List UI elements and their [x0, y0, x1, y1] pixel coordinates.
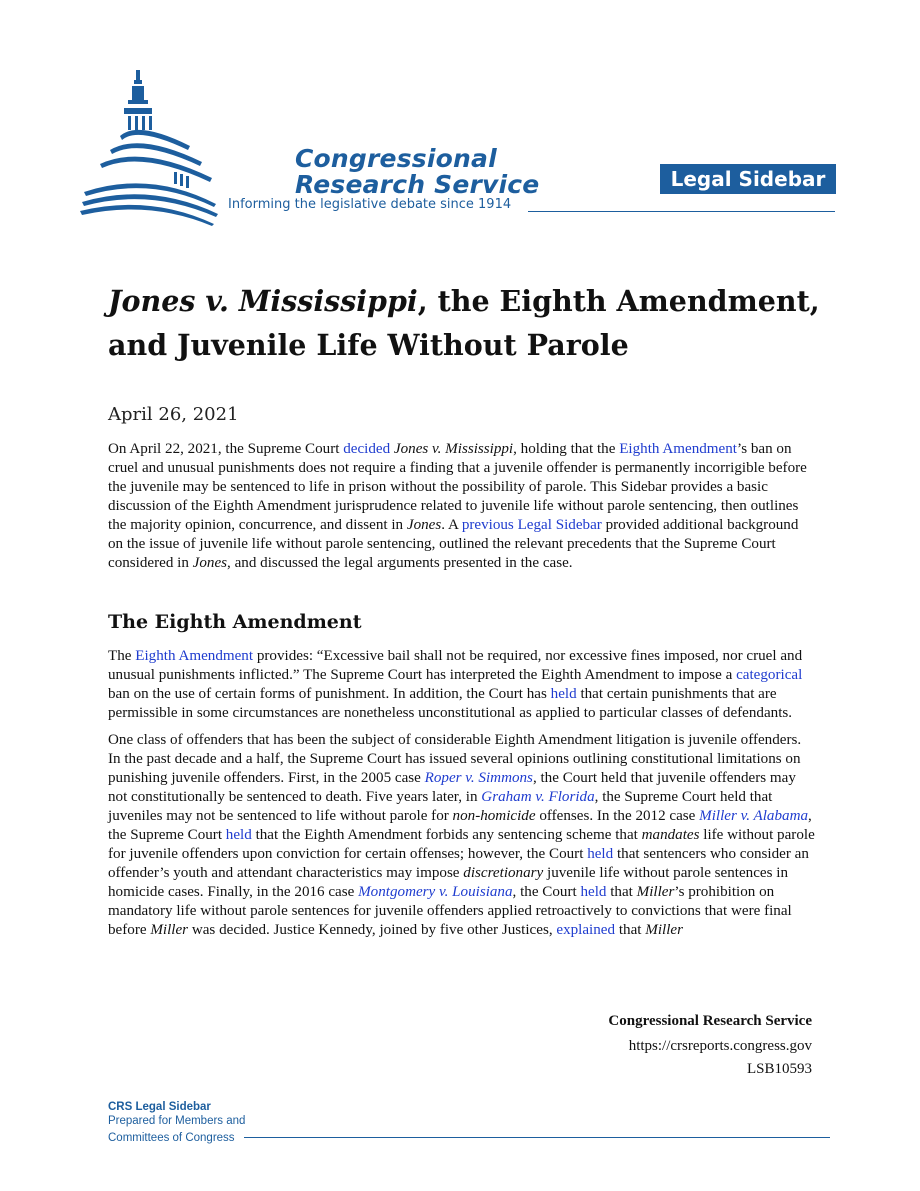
title-case-name: Jones v. Mississippi — [108, 284, 418, 318]
org-name-line1: Congressional — [295, 144, 497, 173]
title-rest-line1: , the Eighth Amendment, — [417, 284, 820, 318]
para-emphasis: Miller — [150, 922, 189, 938]
para-text: , the Supreme Court held that juveniles may not be sentenced to life without parole for — [108, 789, 773, 824]
para-text: that certain punishments that are permissible in some circumstances are nonetheless unconstitutional as applied to particular classes of defendants. — [108, 686, 793, 721]
previous-legal-sidebar-link[interactable]: previous Legal Sidebar — [461, 517, 602, 533]
roper-v-simmons-link[interactable]: Roper v. Simmons — [424, 770, 533, 786]
tagline-rule — [528, 211, 835, 212]
intro-text: provided additional background on the issue of juvenile life without parole sentencing, outlined the relevant precedents that the Supreme Court considered in — [108, 517, 799, 571]
para-text: , the Supreme Court — [108, 808, 812, 843]
intro-text: . A — [441, 517, 462, 533]
decided-link[interactable]: decided — [343, 441, 391, 457]
held-link[interactable]: held — [587, 846, 614, 862]
intro-case-name: Jones — [192, 555, 228, 571]
footer-series: CRS Legal Sidebar — [108, 1101, 211, 1113]
page-title — [108, 279, 828, 367]
categorical-link[interactable]: categorical — [736, 667, 803, 683]
miller-v-alabama-link[interactable]: Miller v. Alabama — [699, 808, 809, 824]
publication-date: April 26, 2021 — [108, 404, 239, 425]
intro-section — [108, 440, 816, 581]
capitol-dome-icon — [80, 66, 220, 226]
explained-link[interactable]: explained — [556, 922, 616, 938]
intro-paragraph — [108, 440, 816, 573]
intro-text: On April 22, 2021, the Supreme Court — [108, 441, 344, 457]
para-text: , the Court — [512, 884, 581, 900]
footer-report-id: LSB10593 — [746, 1061, 812, 1077]
org-tagline: Informing the legislative debate since 1914 — [228, 197, 512, 212]
held-link[interactable]: held — [550, 686, 577, 702]
para-text: One class of offenders that has been the subject of considerable Eighth Amendment litigation is juvenile offenders. In the past decade and a half, the Supreme Court has issued several opinions outlining constitutional limitations on punishing juvenile offenders. First, in the 2005 case — [108, 732, 802, 786]
para-text: juvenile life without parole sentences in homicide cases. Finally, in the 2016 case — [108, 865, 789, 900]
graham-v-florida-link[interactable]: Graham v. Florida — [481, 789, 595, 805]
footer-committees: Committees of Congress — [108, 1132, 235, 1144]
para-text: that — [615, 922, 646, 938]
section-body — [108, 647, 816, 948]
para-text: was decided. Justice Kennedy, joined by five other Justices, — [188, 922, 557, 938]
para-text: ban on the use of certain forms of punishment. In addition, the Court has — [108, 686, 551, 702]
para-text: ’s prohibition on mandatory life without parole sentences for juvenile offenders applied retroactively to convictions that were final before — [108, 884, 792, 938]
para-text: , the Court held that juvenile offenders may not constitutionally be sentenced to death. Five years later, in — [108, 770, 796, 805]
eighth-amendment-link[interactable]: Eighth Amendment — [135, 648, 254, 664]
footer-rule — [244, 1137, 830, 1138]
intro-text: ’s ban on cruel and unusual punishments does not require a finding that a juvenile offender is permanently incorrigible before the juvenile may be sentenced to life in prison without the possibility of parole. This Sidebar provides a basic discussion of the Eighth Amendment jurisprudence related to juvenile life without parole sentencing, then outlines the majority opinion, concurrence, and dissent in — [108, 441, 807, 533]
eighth-amendment-link[interactable]: Eighth Amendment — [619, 441, 737, 457]
held-link[interactable]: held — [225, 827, 252, 843]
para-text: provides: “Excessive bail shall not be required, nor excessive fines imposed, nor cruel and unusual punishments inflicted.” The Supreme Court has interpreted the Eighth Amendment to impose a — [108, 648, 803, 683]
title-line2: and Juvenile Life Without Parole — [108, 328, 629, 362]
para-text: life without parole for juvenile offenders upon conviction for certain offenses; however, the Court — [108, 827, 815, 862]
intro-text: , and discussed the legal arguments presented in the case. — [227, 555, 573, 571]
legal-sidebar-badge: Legal Sidebar — [660, 164, 836, 194]
montgomery-v-louisiana-link[interactable]: Montgomery v. Louisiana — [358, 884, 513, 900]
para-emphasis: Miller — [645, 922, 683, 938]
footer-org: Congressional Research Service — [608, 1013, 812, 1029]
intro-text: , holding that the — [513, 441, 620, 457]
para-emphasis: mandates — [641, 827, 700, 843]
section-heading: The Eighth Amendment — [108, 611, 362, 633]
para-text: The — [108, 648, 136, 664]
held-link[interactable]: held — [580, 884, 607, 900]
org-name-line2: Research Service — [295, 170, 540, 199]
intro-case-name: Jones — [406, 517, 442, 533]
footer-prepared-for: Prepared for Members and — [108, 1115, 246, 1127]
para-emphasis: discretionary — [463, 865, 544, 881]
para-text: that sentencers who consider an offender’s youth and attendant characteristics may impose — [108, 846, 809, 881]
intro-case-name: Jones v. Mississippi — [393, 441, 514, 457]
para-text: that the Eighth Amendment forbids any sentencing scheme that — [251, 827, 642, 843]
paragraph-2 — [108, 731, 816, 940]
para-text: offenses. In the 2012 case — [535, 808, 700, 824]
paragraph-1 — [108, 647, 816, 723]
para-emphasis: Miller — [636, 884, 675, 900]
footer-url[interactable]: https://crsreports.congress.gov — [628, 1038, 812, 1054]
para-emphasis: non-homicide — [452, 808, 536, 824]
para-text: that — [606, 884, 637, 900]
